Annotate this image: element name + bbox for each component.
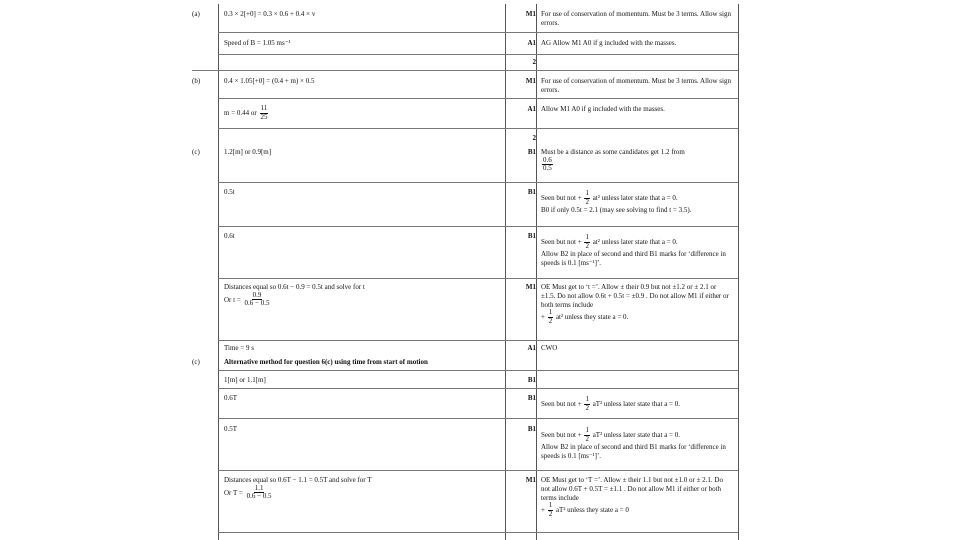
- part-label: (b): [192, 77, 201, 85]
- answer-cell: 0.4 × 1.05[+0] = (0.4 + m) × 0.5: [224, 77, 315, 85]
- fraction-numerator: 0.6: [543, 155, 552, 164]
- fraction-denominator: 0.5: [543, 164, 552, 173]
- guidance-text: Allow B2 in place of second and third B1 marks for ‘difference in speeds is 0.1 [ms⁻¹]’.: [541, 443, 726, 461]
- fraction-numerator: 1.1: [254, 483, 264, 492]
- guidance-cell: CWO: [541, 344, 558, 352]
- part-label: (c): [192, 148, 200, 156]
- fraction: [584, 190, 590, 206]
- row-divider: [218, 226, 738, 227]
- fraction-numerator: 0.9: [252, 290, 262, 299]
- row-divider: [218, 532, 738, 533]
- mark-cell: M1: [525, 476, 536, 484]
- guidance-text: at² unless they state a = 0.: [555, 313, 629, 322]
- part-label: (a): [192, 10, 200, 18]
- fraction-denominator: 25: [260, 112, 268, 121]
- answer-text: Or t =: [224, 295, 241, 304]
- row-divider: [218, 182, 738, 183]
- answer-cell: 0.6t: [224, 232, 235, 240]
- row-divider: [218, 340, 738, 341]
- guidance-text: aT² unless later state that a = 0.: [592, 399, 680, 408]
- guidance-text: OE Must get to ‘t =’. Allow ± their 0.9 but not ±1.2 or ± 2.1 or ±1.5. Do not allow 0.6t + 0.5t = ±0.9 . Do not allow M1 if either or both terms include: [541, 283, 729, 309]
- answer-cell: 1.2[m] or 0.9[m]: [224, 148, 272, 156]
- fraction-numerator: 1: [548, 501, 553, 510]
- fraction-numerator: 1: [548, 308, 553, 317]
- mark-cell: M1: [525, 10, 536, 18]
- answer-cell: 0.5t: [224, 188, 235, 196]
- guidance-text: aT² unless they state a = 0: [555, 506, 629, 515]
- fraction-numerator: 1: [585, 189, 589, 197]
- fraction-denominator: 0.6 − 0.5: [244, 299, 270, 308]
- answer-cell: Speed of B = 1.05 ms⁻¹: [224, 39, 291, 47]
- row-divider: [218, 32, 738, 33]
- row-divider: [218, 98, 738, 99]
- fraction-denominator: 0.6 − 0.5: [246, 492, 272, 501]
- fraction-numerator: 1: [585, 395, 589, 403]
- guidance-cell: [541, 427, 731, 461]
- fraction-numerator: 11: [260, 104, 268, 112]
- guidance-text: OE Must get to ‘T =’. Allow ± their 1.1 but not ±1.0 or ± 2.1. Do not allow 0.6T + 0.5T = ±1.1 . Do not allow M1 if either or both terms include: [541, 476, 723, 502]
- answer-text: Distances equal so 0.6T − 1.1 = 0.5T and solve for T: [224, 476, 372, 484]
- table-border-marks: [536, 4, 537, 540]
- row-divider: [218, 54, 738, 55]
- fraction: [548, 309, 554, 325]
- fraction-denominator: 2: [585, 241, 589, 250]
- mark-cell: A1: [527, 344, 536, 352]
- answer-cell: 0.6T: [224, 394, 238, 402]
- fraction-denominator: 2: [585, 403, 589, 412]
- fraction: [584, 427, 590, 443]
- guidance-cell: [541, 190, 731, 215]
- answer-cell: Time = 9 s: [224, 344, 254, 352]
- guidance-cell: [541, 476, 731, 519]
- guidance-cell: [541, 396, 731, 412]
- guidance-text: at² unless later state that a = 0.: [592, 237, 678, 246]
- guidance-text: Allow B2 in place of second and third B1 marks for ‘difference in speeds is 0.1 [ms⁻¹]’.: [541, 250, 726, 268]
- fraction-numerator: 1: [585, 233, 589, 241]
- part-label: (c): [192, 358, 200, 366]
- guidance-cell: [541, 234, 731, 268]
- fraction-denominator: 2: [585, 197, 589, 206]
- fraction-numerator: 1: [585, 426, 589, 434]
- fraction: [584, 234, 590, 250]
- answer-cell: [224, 476, 500, 501]
- mark-cell: M1: [525, 77, 536, 85]
- mark-cell: A1: [527, 39, 536, 47]
- guidance-cell: [541, 148, 731, 173]
- mark-cell: B1: [527, 394, 536, 402]
- guidance-cell: Allow M1 A0 if g included with the masses.: [541, 105, 665, 113]
- fraction: [584, 396, 590, 412]
- fraction: [246, 485, 273, 501]
- guidance-text: Seen but not +: [541, 430, 582, 439]
- guidance-text: Seen but not +: [541, 237, 582, 246]
- answer-cell: [224, 105, 500, 121]
- guidance-text: Seen but not +: [541, 193, 582, 202]
- mark-cell: B1: [527, 425, 536, 433]
- guidance-text: Must be a distance as some candidates get 1.2 from: [541, 148, 685, 156]
- table-border-left: [218, 4, 219, 540]
- mark-total: 2: [532, 134, 536, 142]
- guidance-text: +: [541, 313, 545, 322]
- guidance-text: at² unless later state that a = 0.: [592, 193, 678, 202]
- fraction: [542, 157, 553, 173]
- mark-cell: B1: [527, 188, 536, 196]
- fraction-denominator: 2: [548, 509, 553, 518]
- fraction: [244, 292, 271, 308]
- answer-cell: 0.3 × 2[+0] = 0.3 × 0.6 + 0.4 × v: [224, 10, 316, 18]
- guidance-text: Seen but not +: [541, 399, 582, 408]
- answer-cell: [224, 283, 500, 308]
- alternative-method-heading: Alternative method for question 6(c) using time from start of motion: [224, 358, 428, 366]
- answer-cell: 1[m] or 1.1[m]: [224, 376, 266, 384]
- row-divider: [218, 370, 738, 371]
- mark-cell: B1: [527, 376, 536, 384]
- row-divider: [218, 470, 738, 471]
- mark-cell: B1: [527, 232, 536, 240]
- row-divider: [218, 128, 738, 129]
- fraction: [548, 502, 554, 518]
- fraction-denominator: 2: [548, 316, 553, 325]
- guidance-text: B0 if only 0.5t = 2.1 (may see solving to find t = 3.5).: [541, 206, 692, 215]
- row-divider: [218, 278, 738, 279]
- guidance-cell: For use of conservation of momentum. Must be 3 terms. Allow sign errors.: [541, 77, 731, 94]
- row-divider: [192, 70, 738, 71]
- mark-cell: A1: [527, 105, 536, 113]
- fraction: [259, 105, 268, 121]
- guidance-cell: AG Allow M1 A0 if g included with the masses.: [541, 39, 677, 47]
- table-border-right: [738, 4, 739, 540]
- mark-cell: M1: [525, 283, 536, 291]
- answer-text: Distances equal so 0.6t − 0.9 = 0.5t and solve for t: [224, 283, 365, 291]
- fraction-denominator: 2: [585, 434, 589, 443]
- answer-cell: 0.5T: [224, 425, 238, 433]
- guidance-cell: [541, 283, 731, 326]
- answer-text: m = 0.44 or: [224, 108, 257, 117]
- guidance-text: +: [541, 506, 545, 515]
- row-divider: [218, 388, 738, 389]
- answer-text: Or T =: [224, 488, 243, 497]
- guidance-cell: For use of conservation of momentum. Must be 3 terms. Allow sign errors.: [541, 10, 731, 27]
- row-divider: [218, 418, 738, 419]
- mark-total: 2: [532, 58, 536, 66]
- guidance-text: aT² unless later state that a = 0.: [592, 430, 680, 439]
- mark-cell: B1: [527, 148, 536, 156]
